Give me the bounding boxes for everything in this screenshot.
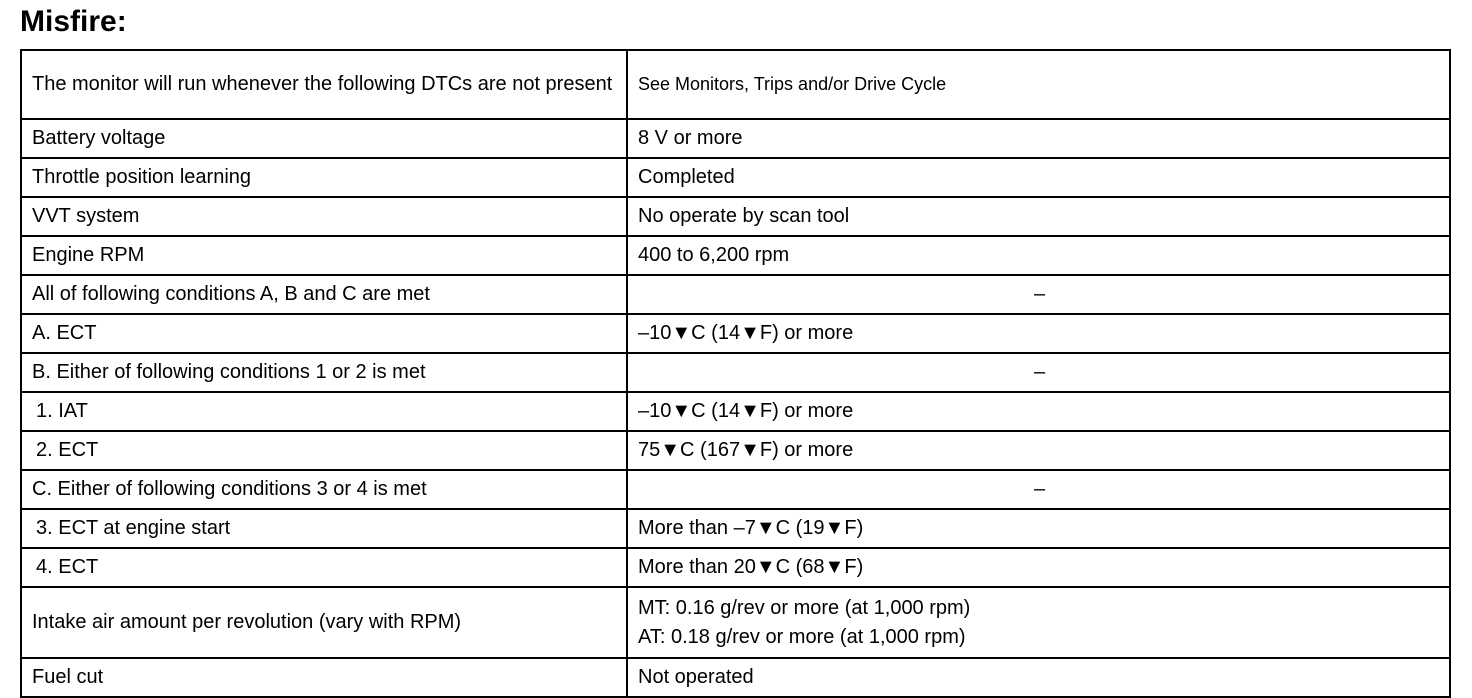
value-cell: See Monitors, Trips and/or Drive Cycle — [627, 50, 1450, 119]
table-row — [21, 658, 1450, 697]
condition-cell: A. ECT — [21, 314, 627, 353]
value-cell: – — [627, 353, 1450, 392]
table-row — [21, 197, 1450, 236]
value-cell: More than –7▼C (19▼F) — [627, 509, 1450, 548]
table-row — [21, 314, 1450, 353]
condition-cell: All of following conditions A, B and C are met — [21, 275, 627, 314]
table-row — [21, 509, 1450, 548]
value-cell: – — [627, 275, 1450, 314]
table-row — [21, 353, 1450, 392]
table-row — [21, 275, 1450, 314]
value-cell: No operate by scan tool — [627, 197, 1450, 236]
condition-cell: Battery voltage — [21, 119, 627, 158]
condition-cell: VVT system — [21, 197, 627, 236]
condition-cell: Engine RPM — [21, 236, 627, 275]
condition-cell: 2. ECT — [21, 431, 627, 470]
value-cell: –10▼C (14▼F) or more — [627, 314, 1450, 353]
condition-cell: Throttle position learning — [21, 158, 627, 197]
condition-cell: 3. ECT at engine start — [21, 509, 627, 548]
table-row — [21, 236, 1450, 275]
value-cell: 400 to 6,200 rpm — [627, 236, 1450, 275]
condition-cell: 4. ECT — [21, 548, 627, 587]
table-row — [21, 50, 1450, 119]
table-row — [21, 158, 1450, 197]
condition-cell: 1. IAT — [21, 392, 627, 431]
condition-cell: C. Either of following conditions 3 or 4 is met — [21, 470, 627, 509]
table-row — [21, 470, 1450, 509]
value-cell: – — [627, 470, 1450, 509]
value-cell: Completed — [627, 158, 1450, 197]
table-row — [21, 587, 1450, 658]
table-row — [21, 392, 1450, 431]
misfire-conditions-table — [20, 49, 1451, 698]
value-cell: 75▼C (167▼F) or more — [627, 431, 1450, 470]
page-title: Misfire: — [20, 5, 127, 38]
condition-cell: Intake air amount per revolution (vary with RPM) — [21, 587, 627, 658]
value-cell: 8 V or more — [627, 119, 1450, 158]
value-cell: Not operated — [627, 658, 1450, 697]
table-row — [21, 431, 1450, 470]
condition-cell: B. Either of following conditions 1 or 2 is met — [21, 353, 627, 392]
value-cell: More than 20▼C (68▼F) — [627, 548, 1450, 587]
value-cell — [627, 587, 1450, 658]
condition-cell: The monitor will run whenever the following DTCs are not present — [21, 50, 627, 119]
value-line-at: AT: 0.18 g/rev or more (at 1,000 rpm) — [638, 625, 966, 648]
table-row — [21, 548, 1450, 587]
value-cell: –10▼C (14▼F) or more — [627, 392, 1450, 431]
condition-cell: Fuel cut — [21, 658, 627, 697]
value-line-mt: MT: 0.16 g/rev or more (at 1,000 rpm) — [638, 596, 971, 619]
table-row — [21, 119, 1450, 158]
